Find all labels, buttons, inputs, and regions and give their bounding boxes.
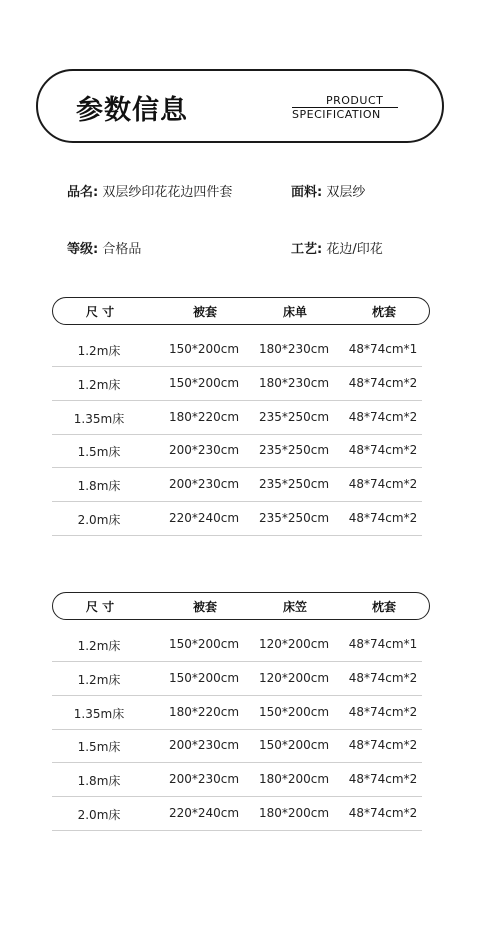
table-cell: 2.0m床 xyxy=(77,808,121,822)
table-cell: 1.2m床 xyxy=(77,344,121,358)
table-cell: 48*74cm*2 xyxy=(348,410,418,424)
table-row xyxy=(52,730,422,763)
table-header xyxy=(52,592,430,620)
product-name-value: 双层纱印花花边四件套 xyxy=(102,185,233,200)
craft-label: 工艺: xyxy=(291,242,323,257)
product-name-field xyxy=(67,181,232,200)
table-cell: 200*230cm xyxy=(168,772,240,786)
table-cell: 200*230cm xyxy=(168,738,240,752)
table-row xyxy=(52,402,422,435)
grade-field xyxy=(67,238,141,257)
table-cell: 1.5m床 xyxy=(77,445,121,459)
table-row xyxy=(52,368,422,401)
table-cell: 235*250cm xyxy=(258,477,330,491)
header-cell: 尺 寸 xyxy=(85,600,115,614)
fabric-field xyxy=(291,181,365,200)
table-cell: 180*220cm xyxy=(168,705,240,719)
table-cell: 200*230cm xyxy=(168,443,240,457)
table-cell: 180*230cm xyxy=(258,376,330,390)
table-cell: 180*200cm xyxy=(258,806,330,820)
table-cell: 180*220cm xyxy=(168,410,240,424)
table-cell: 48*74cm*2 xyxy=(348,738,418,752)
table-cell: 150*200cm xyxy=(168,637,240,651)
row-divider xyxy=(52,661,422,662)
row-divider xyxy=(52,535,422,536)
table-cell: 48*74cm*1 xyxy=(348,637,418,651)
table-cell: 48*74cm*2 xyxy=(348,443,418,457)
header-cell: 被套 xyxy=(192,305,217,319)
logo-line-product: PRODUCT xyxy=(292,95,398,108)
header-cell: 床笠 xyxy=(282,600,307,614)
row-divider xyxy=(52,501,422,502)
table-cell: 220*240cm xyxy=(168,806,240,820)
header-cell: 枕套 xyxy=(371,305,396,319)
table-cell: 200*230cm xyxy=(168,477,240,491)
table-row xyxy=(52,697,422,730)
table-cell: 48*74cm*2 xyxy=(348,671,418,685)
row-divider xyxy=(52,400,422,401)
fabric-label: 面料: xyxy=(291,185,323,200)
table-cell: 48*74cm*2 xyxy=(348,477,418,491)
table-cell: 235*250cm xyxy=(258,511,330,525)
craft-field xyxy=(291,238,383,257)
table-cell: 150*200cm xyxy=(258,705,330,719)
table-cell: 235*250cm xyxy=(258,410,330,424)
table-cell: 1.5m床 xyxy=(77,740,121,754)
table-row xyxy=(52,469,422,502)
product-name-label: 品名: xyxy=(67,185,99,200)
table-cell: 120*200cm xyxy=(258,637,330,651)
table-cell: 2.0m床 xyxy=(77,513,121,527)
table-header xyxy=(52,297,430,325)
table-cell: 1.35m床 xyxy=(73,412,125,426)
table-row xyxy=(52,503,422,536)
table-cell: 1.8m床 xyxy=(77,774,121,788)
table-cell: 1.35m床 xyxy=(73,707,125,721)
row-divider xyxy=(52,695,422,696)
table-cell: 48*74cm*1 xyxy=(348,342,418,356)
row-divider xyxy=(52,830,422,831)
table-cell: 48*74cm*2 xyxy=(348,772,418,786)
table-cell: 150*200cm xyxy=(168,671,240,685)
table-cell: 150*200cm xyxy=(168,342,240,356)
table-cell: 1.8m床 xyxy=(77,479,121,493)
table-cell: 1.2m床 xyxy=(77,378,121,392)
table-cell: 220*240cm xyxy=(168,511,240,525)
table-row xyxy=(52,435,422,468)
table-cell: 48*74cm*2 xyxy=(348,806,418,820)
table-cell: 235*250cm xyxy=(258,443,330,457)
table-cell: 48*74cm*2 xyxy=(348,511,418,525)
fabric-value: 双层纱 xyxy=(326,185,366,200)
row-divider xyxy=(52,796,422,797)
table-cell: 48*74cm*2 xyxy=(348,376,418,390)
header-cell: 枕套 xyxy=(371,600,396,614)
header-cell: 床单 xyxy=(282,305,307,319)
grade-label: 等级: xyxy=(67,242,99,257)
header-cell: 被套 xyxy=(192,600,217,614)
table-row xyxy=(52,764,422,797)
table-row xyxy=(52,629,422,662)
table-row xyxy=(52,663,422,696)
craft-value: 花边/印花 xyxy=(326,242,383,257)
table-cell: 1.2m床 xyxy=(77,673,121,687)
product-specification-logo xyxy=(292,95,402,121)
header-cell: 尺 寸 xyxy=(85,305,115,319)
table-row xyxy=(52,798,422,831)
table-cell: 48*74cm*2 xyxy=(348,705,418,719)
table-cell: 120*200cm xyxy=(258,671,330,685)
logo-line-specification: SPECIFICATION xyxy=(292,108,381,121)
row-divider xyxy=(52,762,422,763)
table-cell: 150*200cm xyxy=(168,376,240,390)
header-banner xyxy=(36,69,444,143)
table-cell: 1.2m床 xyxy=(77,639,121,653)
row-divider xyxy=(52,467,422,468)
table-cell: 150*200cm xyxy=(258,738,330,752)
grade-value: 合格品 xyxy=(102,242,142,257)
table-cell: 180*200cm xyxy=(258,772,330,786)
table-cell: 180*230cm xyxy=(258,342,330,356)
page-title: 参数信息 xyxy=(76,95,188,126)
row-divider xyxy=(52,366,422,367)
table-row xyxy=(52,334,422,367)
